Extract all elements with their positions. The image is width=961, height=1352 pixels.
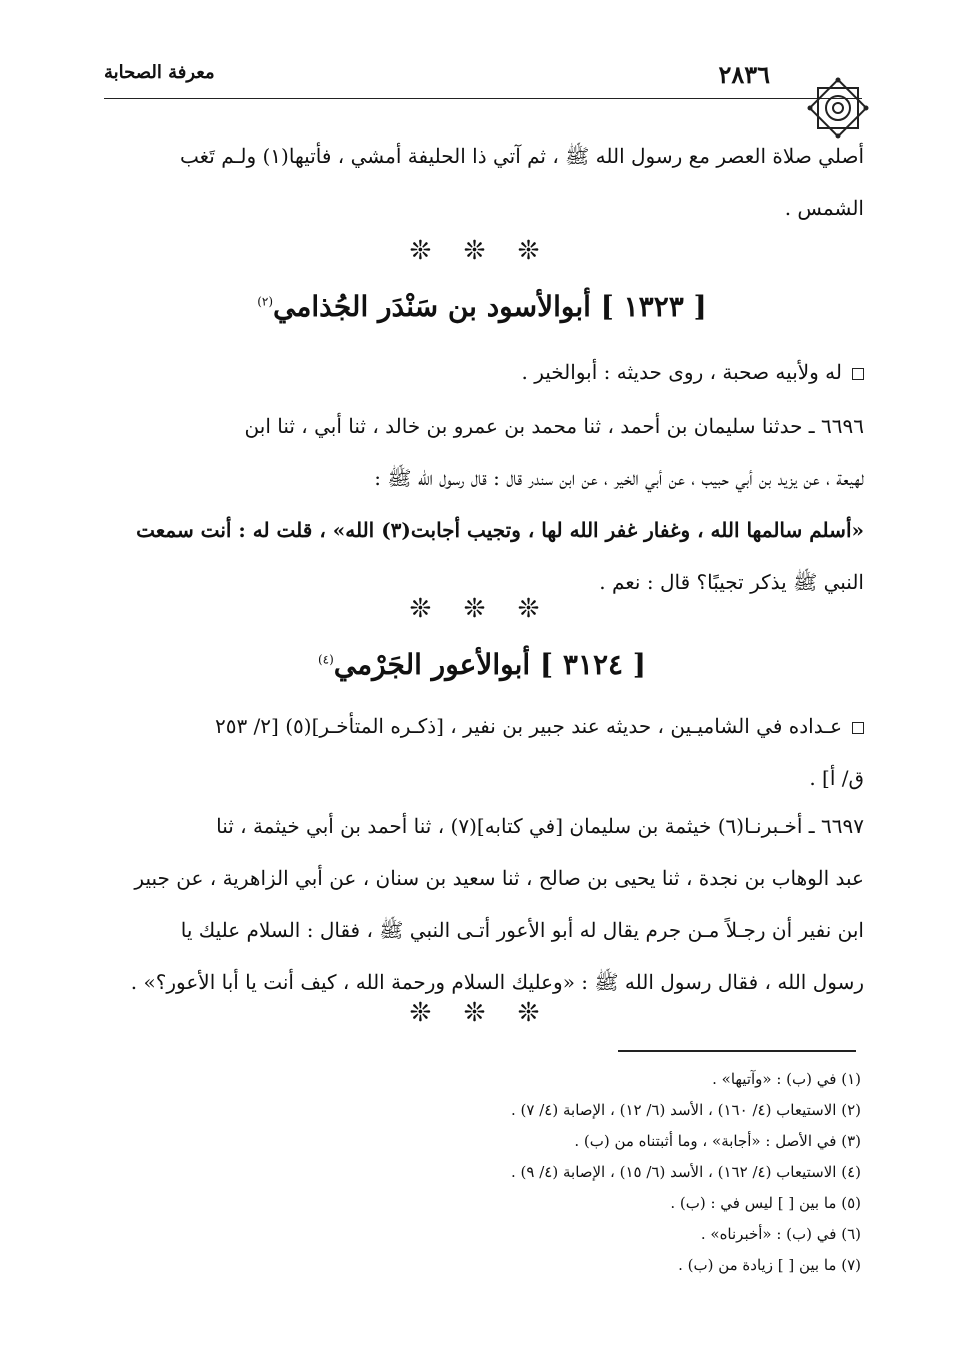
footnote: (٧) ما بين [ ] زيادة من (ب) . [678,1256,861,1274]
footnote: (٤) الاستيعاب (٤/ ١٦٢) ، الأسد (٦/ ١٥) ، الإصابة (٤/ ٩) . [511,1163,861,1181]
text-line: رسول الله ، فقال رسول الله ﷺ : «وعليك السلام ورحمة الله ، كيف أنت يا أبا الأعور؟» . [130,970,864,994]
page-number: ٢٨٣٦ [718,60,770,89]
text-line [100,346,864,398]
entry-description [100,700,864,804]
entry-description [100,346,864,398]
description-text: عـداده في الشاميـين ، حديثه عند جبير بن نفير ، [ذكـره المتأخـر](٥) [٢/ ٢٥٣ [214,714,842,738]
entry-title: [ ١٣٢٣ ] أبوالأسود بن سَنْدَر الجُذامي [273,290,707,323]
square-bullet-icon [852,722,864,734]
footnote: (٢) الاستيعاب (٤/ ١٦٠) ، الأسد (٦/ ١٢) ، الإصابة (٤/ ٧) . [511,1101,861,1119]
entry-heading [100,290,864,323]
footnotes [361,1064,861,1281]
text-line: «أسلم سالمها الله ، وغفار غفر الله لها ، وتجيب أجابت(٣) الله» ، قلت له : أنت سمعت [136,518,864,542]
text-line: ٦٦٩٧ ـ أخـبرنـا(٦) خيثمة بن سليمان [في كتابه](٧) ، ثنا أحمد بن أبي خيثمة ، ثنا [216,814,864,838]
footnote: (٥) ما بين [ ] ليس في : (ب) . [670,1194,861,1212]
separator-stars: ❊ ❊ ❊ [409,236,552,266]
footnote-divider [618,1050,856,1052]
text-line [100,700,864,752]
square-bullet-icon [852,368,864,380]
footnote: (٣) في الأصل : «أجابة» ، وما أثبتناه من (ب) . [574,1132,861,1150]
text-line: عبد الوهاب بن نجدة ، ثنا يحيى بن صالح ، ثنا سعيد بن سنان ، عن أبي الزاهرية ، عن جبير [134,866,864,890]
intro-paragraph [100,130,864,234]
separator-stars: ❊ ❊ ❊ [409,998,552,1028]
footnote: (١) في (ب) : «وآتيها» . [712,1070,861,1088]
text-line: ق/ أ] . [809,766,864,790]
text-line: الشمس . [784,196,864,220]
text-line: ٦٦٩٦ ـ حدثنا سليمان بن أحمد ، ثنا محمد بن عمرو بن خالد ، ثنا أبي ، ثنا ابن [244,414,864,438]
text-line: ابن نفير أن رجـلاً مـن جرم يقال له أبو الأعور أتـى النبي ﷺ ، فقال : السلام عليك يا [180,918,864,942]
separator-stars: ❊ ❊ ❊ [409,594,552,624]
hadith-paragraph [100,400,864,608]
entry-title: [ ٣١٢٤ ] أبوالأعور الجَرْمي [333,648,647,681]
description-text: له ولأبيه صحبة ، روى حديثه : أبوالخير . [521,360,842,384]
footnote-marker: (٤) [317,652,334,667]
entry-heading [100,648,864,681]
footnote: (٦) في (ب) : «أخبرناه» . [700,1225,861,1243]
page-header [104,52,862,99]
hadith-paragraph [100,800,864,1008]
book-title: معرفة الصحابة [104,62,215,83]
text-line: أصلي صلاة العصر مع رسول الله ﷺ ، ثم آتي ذا الحليفة أمشي ، فأتيها(١) ولـم تَغب [180,144,864,168]
text-line: لهيعة ، عن يزيد بن أبي حبيب ، عن أبي الخير ، عن ابن سندر قال : قال رسول الله ﷺ : [374,466,864,490]
footnote-marker: (٢) [257,294,274,309]
text-line: النبي ﷺ يذكر تجيبًا؟ قال : نعم . [599,570,864,594]
